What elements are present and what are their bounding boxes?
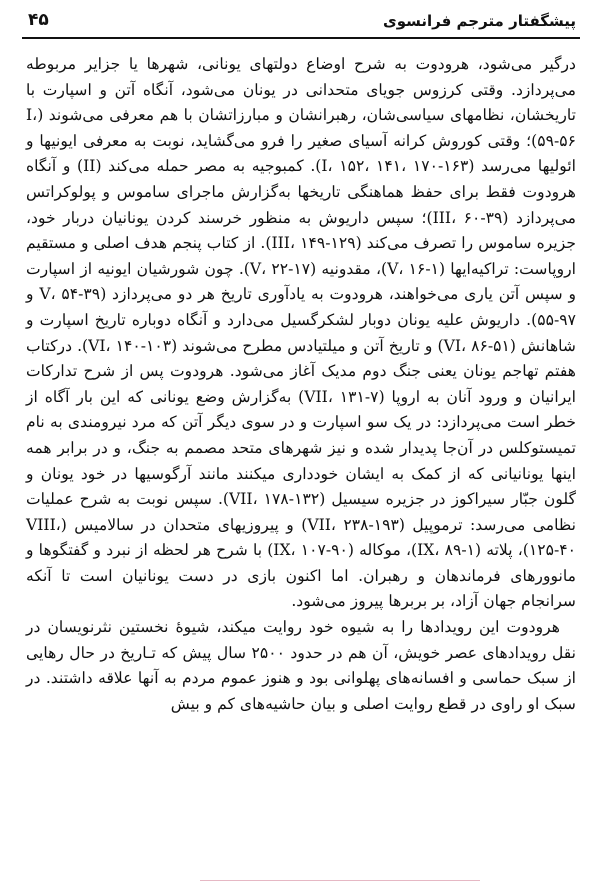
header-title: پیشگفتار مترجم فرانسوی bbox=[382, 12, 576, 30]
header-divider bbox=[22, 37, 580, 39]
page-number: ۴۵ bbox=[28, 10, 49, 30]
running-header bbox=[22, 8, 580, 36]
paragraph: هرودوت این رویدادها را به شیوه خود روایت میکند، شیوهٔ نخستین نثرنویسان در نقل رویدادهای عصر خویش، آن هم در حدود ۲۵۰۰ سال پیش که تـاریخ در حال رهایی از سبک حماسی و افسانه‌های پهلوانی بود و هنوز عموم مردم به آنها علاقه داشتند. در سبک او راوی در قطع روایت اصلی و بیان حاشیه‌های کم و بیش bbox=[26, 618, 576, 713]
paragraph: درگیر می‌شود، هرودوت به شرح اوضاع دولتهای یونانی، شهرها یا جزایر مربوطه می‌پردازد. وقتی کرزوس جویای متحدانی در یونان می‌شود، آنگاه آتن و اسپارت با تاریخشان، نظامهای سیاسی‌شان، رهبرانشان و مبارزاتشان با هم معرفی می‌شوند (I، ۵۹-۵۶)؛ وقتی کوروش کرانه آسیای صغیر را فرو می‌گشاید، نوبت به معرفی ایونیها و ائولیها می‌رسد (I، ۱۵۲، ۱۴۱، ۱۷۰-۱۶۳). کمبوجیه به مصر حمله می‌کند (II) و آنگاه هرودوت فقط برای حفظ هماهنگی تاریخها به‌گزارش ماجرای ساموس و پولوکراتس می‌پردازد (III، ۶۰-۳۹)؛ سپس داریوش به منظور خرسند کردن یونانیان دربار خود، جزیره ساموس را تصرف می‌کند (III، ۱۴۹-۱۲۹). از کتاب پنجم هدف اصلی و مستقیم اروپاست: تراکیه‌ایها (V، ۱۶-۱)، مقدونیه (V، ۲۲-۱۷). چون شورشیان ایونیه از اسپارت و سپس آتن یاری می‌خواهند، هرودوت به یادآوری تاریخ هر دو می‌پردازد (V، ۵۴-۳۹ و ۹۷-۵۵). داریوش علیه یونان دوبار لشکرگسیل می‌دارد و آنگاه دوباره تاریخ اسپارت و شاهانش (VI، ۸۶-۵۱) و تاریخ آتن و میلتیادس مطرح می‌شوند (VI، ۱۴۰-۱۰۳). درکتاب هفتم تهاجم یونان یعنی جنگ دوم مدیک آغاز می‌شود. هرودوت پس از شرح تدارکات ایرانیان و ورود آنان به اروپا (VII، ۱۳۱-۷) به‌گزارش وضع یونانی که این بار آگاه از خطر است می‌پردازد: در یک سو اسپارت و در سوی دیگر آتن که مرد نیرومندی به نام تمیستوکلس در آن‌جا پدیدار شده و نیز شهرهای متحد مصمم به جنگ، و در برابر همه اینها یونانیانی که از کمک به ایشان خودداری میکنند مانند آرگوسیها در خود یونان و گلون جبّار سیراکوز در جزیره سیسیل (VII، ۱۷۸-۱۳۲). سپس نوبت به شرح عملیات نظامی می‌رسد: ترموپیل (VII، ۲۳۸-۱۹۳) و پیروزیهای متحدان در سالامیس (VIII، ۱۲۵-۴۰)، پلاته (IX، ۸۹-۱)، موکاله (IX، ۱۰۷-۹۰) با شرح هر لحظه از نبرد و گفتگوها و مانوورهای فرماندهان و رهبران. اما اکنون بازی در دست یونانیان است تا آنکه سرانجام جهان آزاد، بر بربرها پیروز می‌شود. bbox=[26, 55, 577, 611]
bottom-edge-mark bbox=[200, 880, 480, 886]
body-text bbox=[26, 52, 576, 717]
